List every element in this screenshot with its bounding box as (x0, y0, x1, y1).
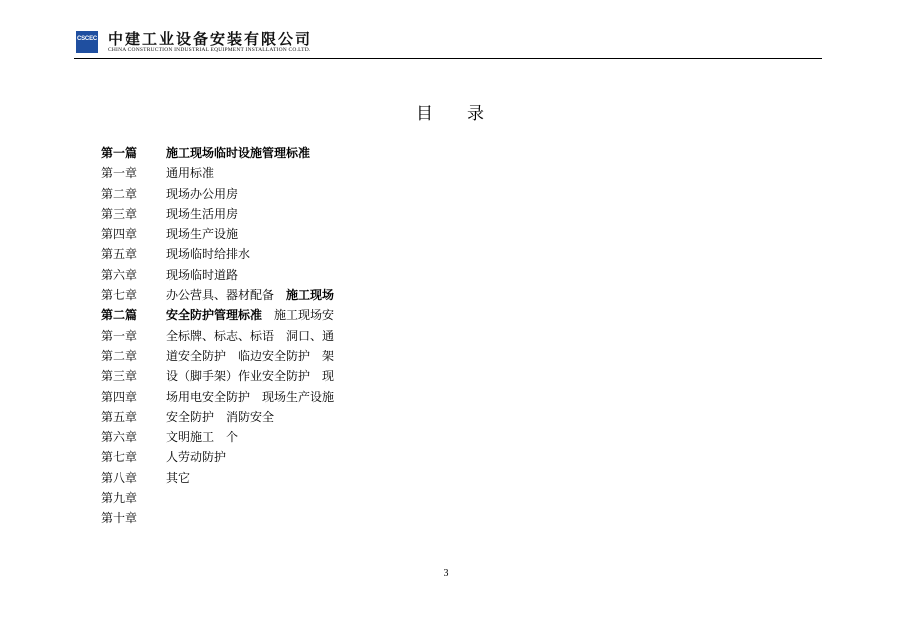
toc-entry-text (166, 407, 274, 427)
toc-entry-title: 设（脚手架）作业安全防护 现 (166, 369, 335, 384)
toc-entry-extra: 施工现场 (286, 288, 335, 303)
toc-entry-title: 文明施工 个 (166, 430, 239, 445)
toc-entry-title: 现场办公用房 (166, 186, 239, 201)
toc-entry-title: 场用电安全防护 现场生产设施 (166, 389, 335, 404)
toc-entry-label: 第五章 (101, 247, 138, 262)
company-name-en: CHINA CONSTRUCTION INDUSTRIAL EQUIPMENT INSTALLATION CO.LTD. (108, 47, 311, 53)
toc-entry-text (166, 468, 190, 488)
toc-entry-label: 第三章 (101, 369, 138, 384)
toc-entry-title: 现场生活用房 (166, 206, 239, 221)
toc-entry-title: 现场临时道路 (166, 267, 239, 282)
toc-entry-label: 第二篇 (101, 308, 138, 323)
toc-entry-title: 现场临时给排水 (166, 247, 251, 262)
toc-entry-title: 安全防护 消防安全 (166, 409, 275, 424)
toc-entry-title: 人劳动防护 (166, 450, 227, 465)
toc-entry-text (166, 366, 334, 386)
toc-entry-text (166, 305, 334, 325)
logo-text: CSCEC (77, 36, 98, 42)
toc-entry-title: 施工现场临时设施管理标准 (166, 146, 311, 160)
toc-entry-text (166, 184, 238, 204)
toc-entry-title: 办公营具、器材配备 (166, 288, 275, 303)
toc-entry-label: 第八章 (101, 470, 138, 485)
toc-entry-text (166, 346, 334, 366)
toc-entry-text (166, 326, 334, 346)
toc-entry-label: 第七章 (101, 450, 138, 465)
toc-entry-text (166, 143, 310, 163)
toc-entry-label: 第一章 (101, 166, 138, 181)
toc-entry-label: 第四章 (101, 389, 138, 404)
toc-entry-label: 第三章 (101, 206, 138, 221)
toc-entry-label: 第二章 (101, 348, 138, 363)
toc-entry-text (166, 387, 334, 407)
toc-entry-text (166, 224, 238, 244)
toc-entry-title: 道安全防护 临边安全防护 架 (166, 348, 335, 363)
toc-entry-label: 第四章 (101, 227, 138, 242)
toc-entry-label: 第十章 (101, 511, 138, 526)
toc-entry-text (166, 163, 214, 183)
toc-entry-title: 现场生产设施 (166, 227, 239, 242)
page-header (74, 28, 822, 59)
toc-entry-title: 安全防护管理标准 (166, 308, 263, 323)
toc-entry-title: 其它 (166, 470, 191, 485)
toc-entry-label: 第六章 (101, 267, 138, 282)
toc-entry-label: 第六章 (101, 430, 138, 445)
company-logo (76, 31, 98, 53)
toc-entry-extra: 施工现场安 (274, 308, 335, 323)
company-name-cn: 中建工业设备安装有限公司 (108, 30, 313, 48)
toc-entry-text (166, 204, 238, 224)
toc-entry-label: 第一章 (101, 328, 138, 343)
toc-entry-label: 第九章 (101, 491, 138, 506)
page-title: 目 录 (416, 104, 484, 124)
toc-entry-text (166, 265, 238, 285)
toc-entry-title: 通用标准 (166, 166, 215, 181)
page-number: 3 (443, 568, 449, 579)
toc-entry-text (166, 447, 226, 467)
toc-entry-label: 第五章 (101, 409, 138, 424)
toc-entry-label: 第七章 (101, 288, 138, 303)
toc-entry-text (166, 285, 334, 305)
toc-entry-text (166, 427, 238, 447)
toc-entry-label: 第二章 (101, 186, 138, 201)
toc-entry-label: 第一篇 (101, 146, 138, 160)
toc-entry-text (166, 244, 250, 264)
toc-entry-title: 全标牌、标志、标语 洞口、通 (166, 328, 335, 343)
